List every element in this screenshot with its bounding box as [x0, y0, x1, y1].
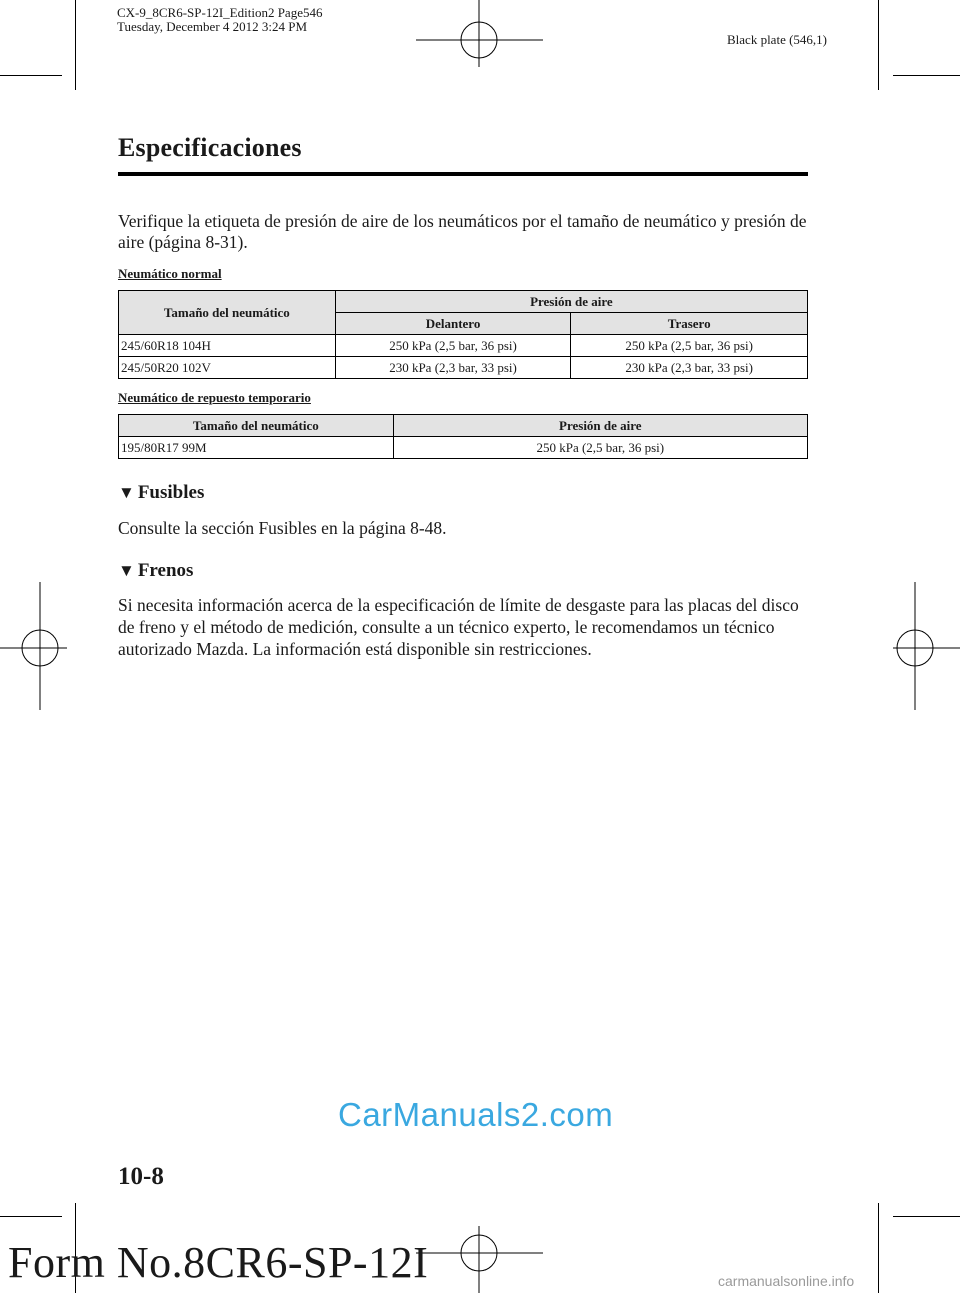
- fusibles-heading: [118, 482, 204, 504]
- fusibles-paragraph: Consulte la sección Fusibles en la página 8-48.: [118, 518, 447, 538]
- tire-size-cell: 245/50R20 102V: [119, 357, 336, 379]
- header-tire-size: Tamaño del neumático: [119, 415, 394, 437]
- table-row: [119, 335, 808, 357]
- section-rule: [118, 172, 808, 176]
- normal-tire-caption: Neumático normal: [118, 266, 222, 281]
- table-row: [119, 357, 808, 379]
- header-front: Delantero: [335, 313, 571, 335]
- form-number: Form No.8CR6-SP-12I: [8, 1238, 429, 1287]
- normal-tire-table: [118, 290, 808, 379]
- pressure-cell: 250 kPa (2,5 bar, 36 psi): [393, 437, 807, 459]
- watermark: CarManuals2.com: [338, 1096, 614, 1133]
- frenos-paragraph: Si necesita información acerca de la especificación de límite de desgaste para las placas del disco de freno y el método de medición, consulte a un técnico experto, le recomendamos un técnico autorizado Mazda. La información está disponible sin restricciones.: [118, 595, 799, 659]
- footer-site: carmanualsonline.info: [718, 1273, 855, 1289]
- date-line: Tuesday, December 4 2012 3:24 PM: [117, 19, 308, 34]
- triangle-down-icon: ▼: [118, 483, 135, 502]
- frenos-heading: [118, 560, 193, 582]
- rear-pressure-cell: 250 kPa (2,5 bar, 36 psi): [571, 335, 808, 357]
- frenos-title: Frenos: [137, 560, 194, 581]
- rear-pressure-cell: 230 kPa (2,3 bar, 33 psi): [571, 357, 808, 379]
- front-pressure-cell: 250 kPa (2,5 bar, 36 psi): [335, 335, 571, 357]
- page-number: 10-8: [118, 1163, 164, 1190]
- section-title: Especificaciones: [118, 133, 302, 162]
- spare-tire-table: [118, 414, 808, 459]
- triangle-down-icon: ▼: [118, 561, 135, 580]
- fusibles-title: Fusibles: [137, 482, 205, 503]
- front-pressure-cell: 230 kPa (2,3 bar, 33 psi): [335, 357, 571, 379]
- header-air-pressure: Presión de aire: [393, 415, 807, 437]
- intro-paragraph: Verifique la etiqueta de presión de aire de los neumáticos por el tamaño de neumático y presión de aire (página 8-31).: [118, 211, 807, 252]
- tire-size-cell: 245/60R18 104H: [119, 335, 336, 357]
- plate-label: Black plate (546,1): [727, 32, 827, 47]
- print-header: [117, 6, 322, 34]
- tire-size-cell: 195/80R17 99M: [119, 437, 394, 459]
- header-rear: Trasero: [571, 313, 808, 335]
- table-row: [119, 437, 808, 459]
- header-air-pressure: Presión de aire: [335, 291, 807, 313]
- header-tire-size: Tamaño del neumático: [119, 291, 336, 335]
- file-line: CX-9_8CR6-SP-12I_Edition2 Page546: [117, 5, 323, 20]
- spare-tire-caption: Neumático de repuesto temporario: [118, 390, 311, 405]
